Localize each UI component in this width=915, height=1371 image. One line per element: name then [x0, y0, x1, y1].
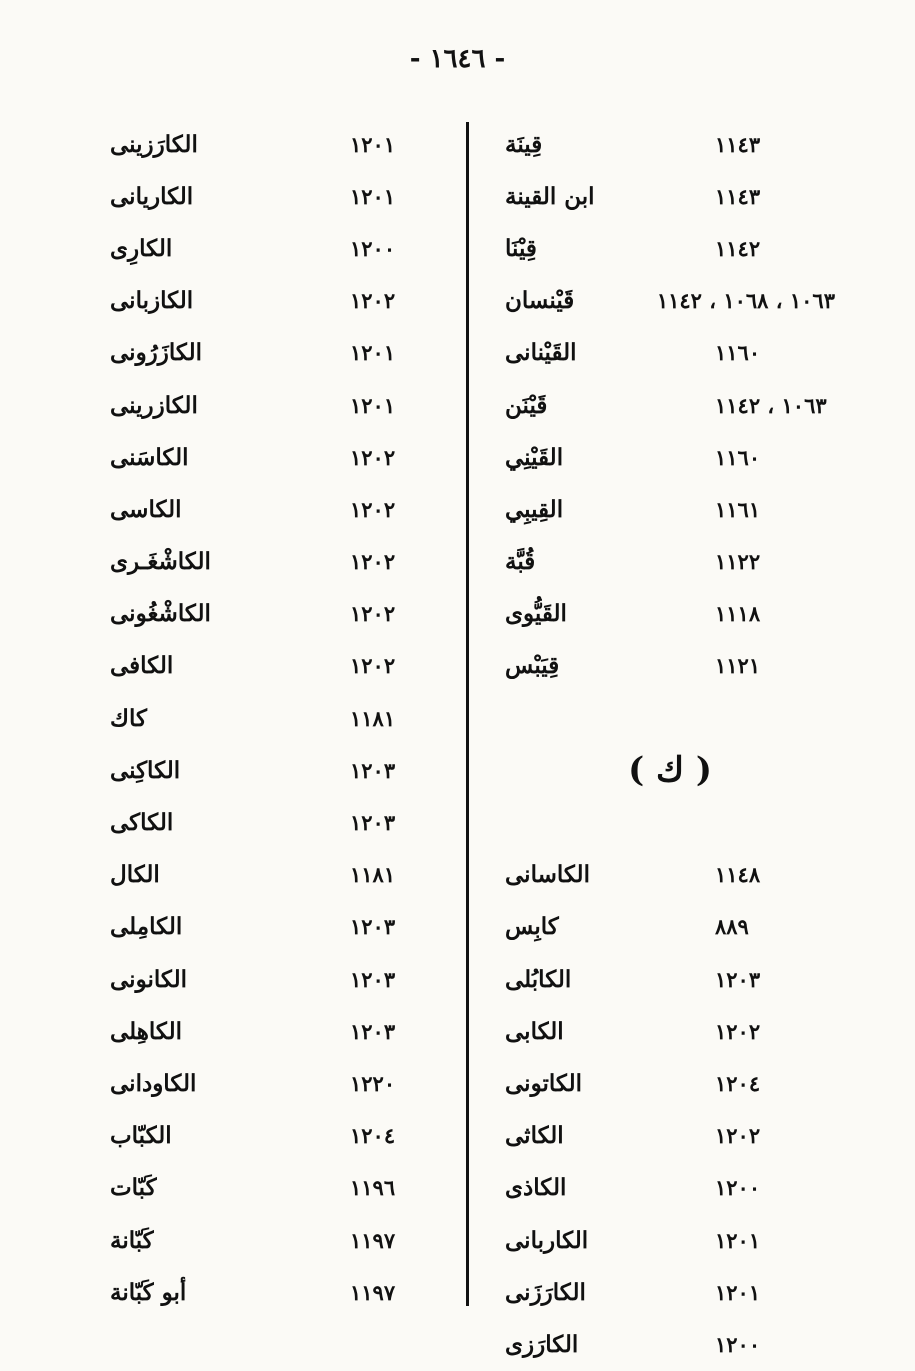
entry-name: الكاريانى	[110, 182, 194, 210]
entry-page-ref: ١٠٦٣ ، ١١٤٢	[715, 392, 827, 418]
index-entry	[110, 327, 430, 379]
entry-name: الكال	[110, 861, 160, 889]
entry-page-ref: ١٢٠٢	[350, 653, 396, 679]
entry-page-ref: ١٢٠٣	[350, 757, 396, 783]
index-entry	[505, 588, 835, 640]
entry-page-ref: ١١٩٦	[350, 1175, 396, 1201]
entry-name: الكاتونى	[505, 1070, 582, 1097]
entry-page-ref: ١٢٠٣	[350, 966, 396, 992]
entry-page-ref: ١٢٠٤	[715, 1071, 761, 1096]
entry-name: الكبّاب	[110, 1122, 172, 1150]
index-entry	[110, 692, 430, 744]
entry-page-ref: ١١٤٨	[715, 862, 761, 888]
index-entry	[110, 1266, 430, 1318]
index-entry	[110, 744, 430, 796]
index-entry	[505, 1162, 835, 1214]
entry-name: الكارِى	[110, 234, 173, 262]
entry-page-ref: ١٢٠٢	[350, 549, 396, 575]
left-column	[110, 118, 430, 1318]
entry-name: أبو كَبّانة	[110, 1278, 187, 1306]
entry-page-ref: ١١٦٠	[715, 340, 761, 366]
entry-page-ref: ١١٨١	[350, 705, 396, 731]
index-entry	[110, 953, 430, 1005]
entry-page-ref: ١٢٠٢	[350, 496, 396, 522]
index-entry	[505, 1110, 835, 1162]
entry-name: القَيُّوى	[505, 600, 567, 628]
index-entry	[110, 1005, 430, 1057]
index-entry	[505, 536, 835, 588]
entry-name: الكاسانى	[505, 861, 590, 889]
entry-name: الكارَزَنى	[505, 1278, 586, 1306]
index-entry	[505, 901, 835, 953]
entry-page-ref: ١٢٠٤	[350, 1123, 396, 1149]
index-entry	[505, 483, 835, 535]
right-column	[505, 118, 835, 1371]
index-entry	[505, 953, 835, 1005]
entry-name: القَيْنانى	[505, 339, 577, 367]
entry-name: الكاهِلى	[110, 1017, 183, 1045]
index-entry	[505, 431, 835, 483]
entry-name: الكاثى	[505, 1122, 564, 1150]
index-entry	[110, 483, 430, 535]
entry-page-ref: ٨٨٩	[715, 914, 749, 940]
entry-page-ref: ١٢٠٢	[715, 1123, 761, 1149]
entry-name: ابن القينة	[505, 182, 595, 210]
index-entry	[505, 170, 835, 222]
entry-page-ref: ١١٩٧	[350, 1279, 396, 1305]
entry-name: كابِس	[505, 913, 559, 941]
entry-page-ref: ١٢٠٢	[350, 444, 396, 470]
section-heading-kaf: ( ك )	[628, 750, 712, 791]
index-entry	[505, 118, 835, 170]
entry-name: قِيْنَا	[505, 234, 537, 262]
entry-page-ref: ١٠٦٣ ، ١٠٦٨ ، ١١٤٢	[656, 288, 835, 314]
entry-name: قِيَبْس	[505, 652, 560, 680]
entry-page-ref: ١١٤٣	[715, 183, 761, 209]
entry-page-ref: ١٢٠١	[350, 392, 396, 418]
index-entry	[110, 118, 430, 170]
entry-name: الكاودانى	[110, 1069, 197, 1097]
entry-page-ref: ١٢٠١	[715, 1227, 761, 1253]
index-entry	[505, 1005, 835, 1057]
entry-name: الكاكى	[110, 809, 174, 837]
entry-name: الكازبانى	[110, 287, 194, 315]
entry-page-ref: ١١٨١	[350, 862, 396, 888]
index-entry	[110, 1057, 430, 1109]
entry-page-ref: ١٢٠١	[715, 1279, 761, 1305]
entry-page-ref: ١٢٠٠	[715, 1331, 761, 1357]
index-entry	[505, 1266, 835, 1318]
index-entry	[110, 275, 430, 327]
entry-name: الكابى	[505, 1017, 564, 1045]
page-number: - ١٦٤٦ -	[409, 44, 506, 74]
entry-name: قَيْنسان	[505, 287, 575, 315]
entry-name: القَيْنِي	[505, 443, 564, 471]
entry-page-ref: ١٢٠٣	[350, 810, 396, 836]
entry-name: الكانونى	[110, 965, 187, 993]
index-entry	[505, 222, 835, 274]
entry-name: الكاشْغُونى	[110, 600, 211, 628]
entry-name: الكاسى	[110, 495, 182, 523]
index-entry	[505, 327, 835, 379]
index-entry	[110, 1162, 430, 1214]
entry-name: القِيبِي	[505, 495, 564, 523]
entry-page-ref: ١٢٠٢	[350, 601, 396, 627]
index-entry	[110, 901, 430, 953]
entry-name: قَيْنَن	[505, 391, 548, 419]
index-entry	[110, 796, 430, 848]
entry-page-ref: ١١٢١	[715, 653, 761, 679]
entry-name: كَبّات	[110, 1174, 157, 1202]
entry-page-ref: ١٢٢٠	[350, 1070, 396, 1096]
entry-page-ref: ١٢٠٣	[350, 1018, 396, 1044]
index-entry	[505, 1057, 835, 1109]
entry-page-ref: ١١٢٢	[715, 549, 761, 575]
entry-page-ref: ١٢٠٢	[350, 288, 396, 314]
index-entry	[110, 431, 430, 483]
entry-name: الكاشْغَـرى	[110, 548, 211, 576]
entry-page-ref: ١١٤٣	[715, 131, 761, 157]
entry-page-ref: ١١٤٢	[715, 235, 761, 261]
entry-name: قِينَة	[505, 130, 543, 158]
entry-name: كَبّانة	[110, 1226, 154, 1254]
entry-page-ref: ١١٦١	[715, 496, 761, 522]
entry-page-ref: ١٢٠٣	[715, 966, 761, 992]
index-entry	[110, 379, 430, 431]
entry-name: الكاكِنى	[110, 756, 181, 784]
entry-page-ref: ١١٩٧	[350, 1227, 396, 1253]
entry-page-ref: ١٢٠١	[350, 340, 396, 366]
entry-page-ref: ١٢٠٢	[715, 1018, 761, 1044]
entry-name: الكاربانى	[505, 1226, 589, 1254]
index-entry	[110, 588, 430, 640]
entry-name: الكارَزينى	[110, 130, 198, 158]
entry-name: الكاسَنى	[110, 443, 189, 471]
entry-name: كاك	[110, 704, 147, 732]
entry-name: الكامِلى	[110, 913, 183, 941]
index-entry	[505, 379, 835, 431]
entry-page-ref: ١٢٠١	[350, 131, 396, 157]
index-entry	[505, 849, 835, 901]
index-entry	[110, 1110, 430, 1162]
entry-name: الكازَرُونى	[110, 339, 202, 367]
entry-page-ref: ١٢٠١	[350, 183, 396, 209]
entry-page-ref: ١١١٨	[715, 601, 761, 627]
index-entry	[110, 1214, 430, 1266]
entry-page-ref: ١٢٠٠	[350, 235, 396, 261]
entry-name: قُبَّة	[505, 548, 536, 576]
index-entry	[110, 170, 430, 222]
index-entry	[505, 275, 835, 327]
index-entry	[505, 1214, 835, 1266]
column-divider	[466, 122, 469, 1306]
entry-name: الكارَزى	[505, 1330, 579, 1358]
index-entry	[110, 849, 430, 901]
entry-name: الكازرينى	[110, 391, 198, 419]
entry-name: الكابُلى	[505, 965, 572, 993]
index-entry	[110, 222, 430, 274]
index-entry	[110, 536, 430, 588]
index-entry	[505, 1318, 835, 1370]
entry-page-ref: ١٢٠٠	[715, 1175, 761, 1201]
entry-page-ref: ١٢٠٣	[350, 914, 396, 940]
index-entry	[505, 640, 835, 692]
entry-page-ref: ١١٦٠	[715, 444, 761, 470]
entry-name: الكافى	[110, 652, 174, 680]
index-entry	[110, 640, 430, 692]
entry-name: الكاذى	[505, 1174, 567, 1202]
